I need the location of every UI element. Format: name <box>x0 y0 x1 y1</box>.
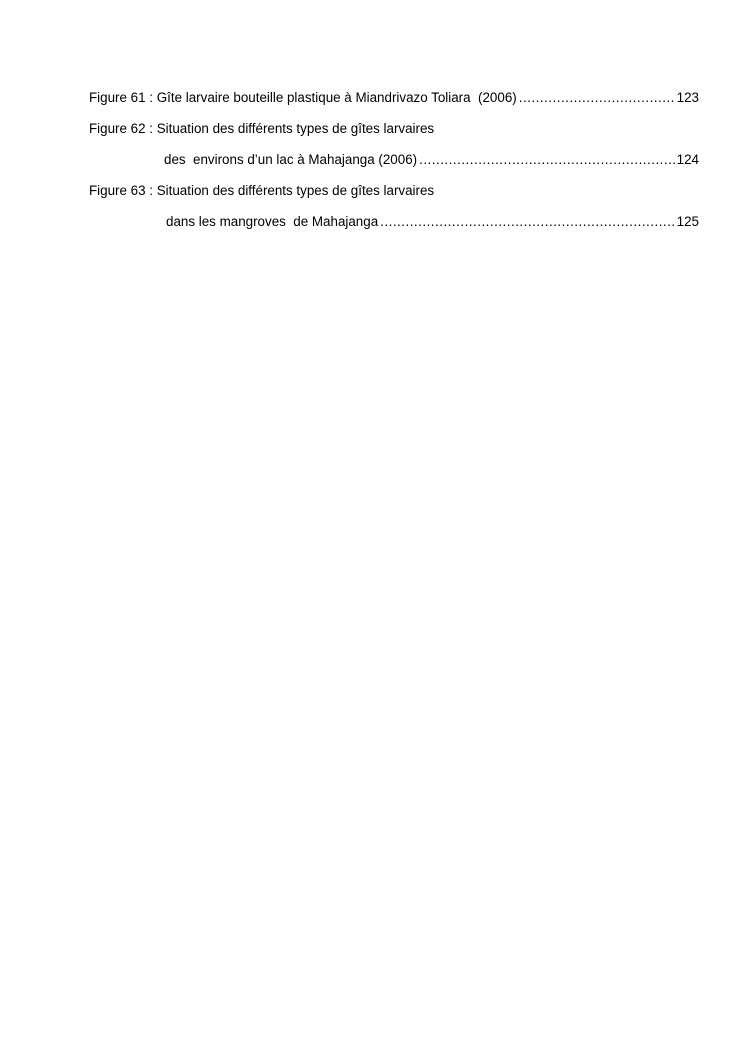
toc-entry-title-continuation: dans les mangroves de Mahajanga <box>166 214 379 229</box>
dot-leader <box>419 149 676 171</box>
toc-page-number: 124 <box>676 152 699 167</box>
toc-entry-figure-61 <box>89 87 699 118</box>
toc-page-number: 125 <box>676 214 699 229</box>
toc-entry-figure-63-line-1 <box>89 180 699 211</box>
dot-leader <box>519 87 676 109</box>
dot-leader <box>380 211 676 233</box>
toc-entry-figure-63-line-2 <box>89 211 699 242</box>
toc-entry-title-continuation: des environs d’un lac à Mahajanga (2006) <box>164 152 418 167</box>
toc-entry-title: Figure 61 : Gîte larvaire bouteille plastique à Miandrivazo Toliara (2006) <box>89 90 517 105</box>
toc-entry-title: Figure 62 : Situation des différents types de gîtes larvaires <box>89 121 435 136</box>
list-of-figures <box>89 87 699 242</box>
toc-entry-figure-62-line-1 <box>89 118 699 149</box>
toc-entry-figure-62-line-2 <box>89 149 699 180</box>
toc-entry-title: Figure 63 : Situation des différents types de gîtes larvaires <box>89 183 435 198</box>
toc-page-number: 123 <box>676 90 699 105</box>
